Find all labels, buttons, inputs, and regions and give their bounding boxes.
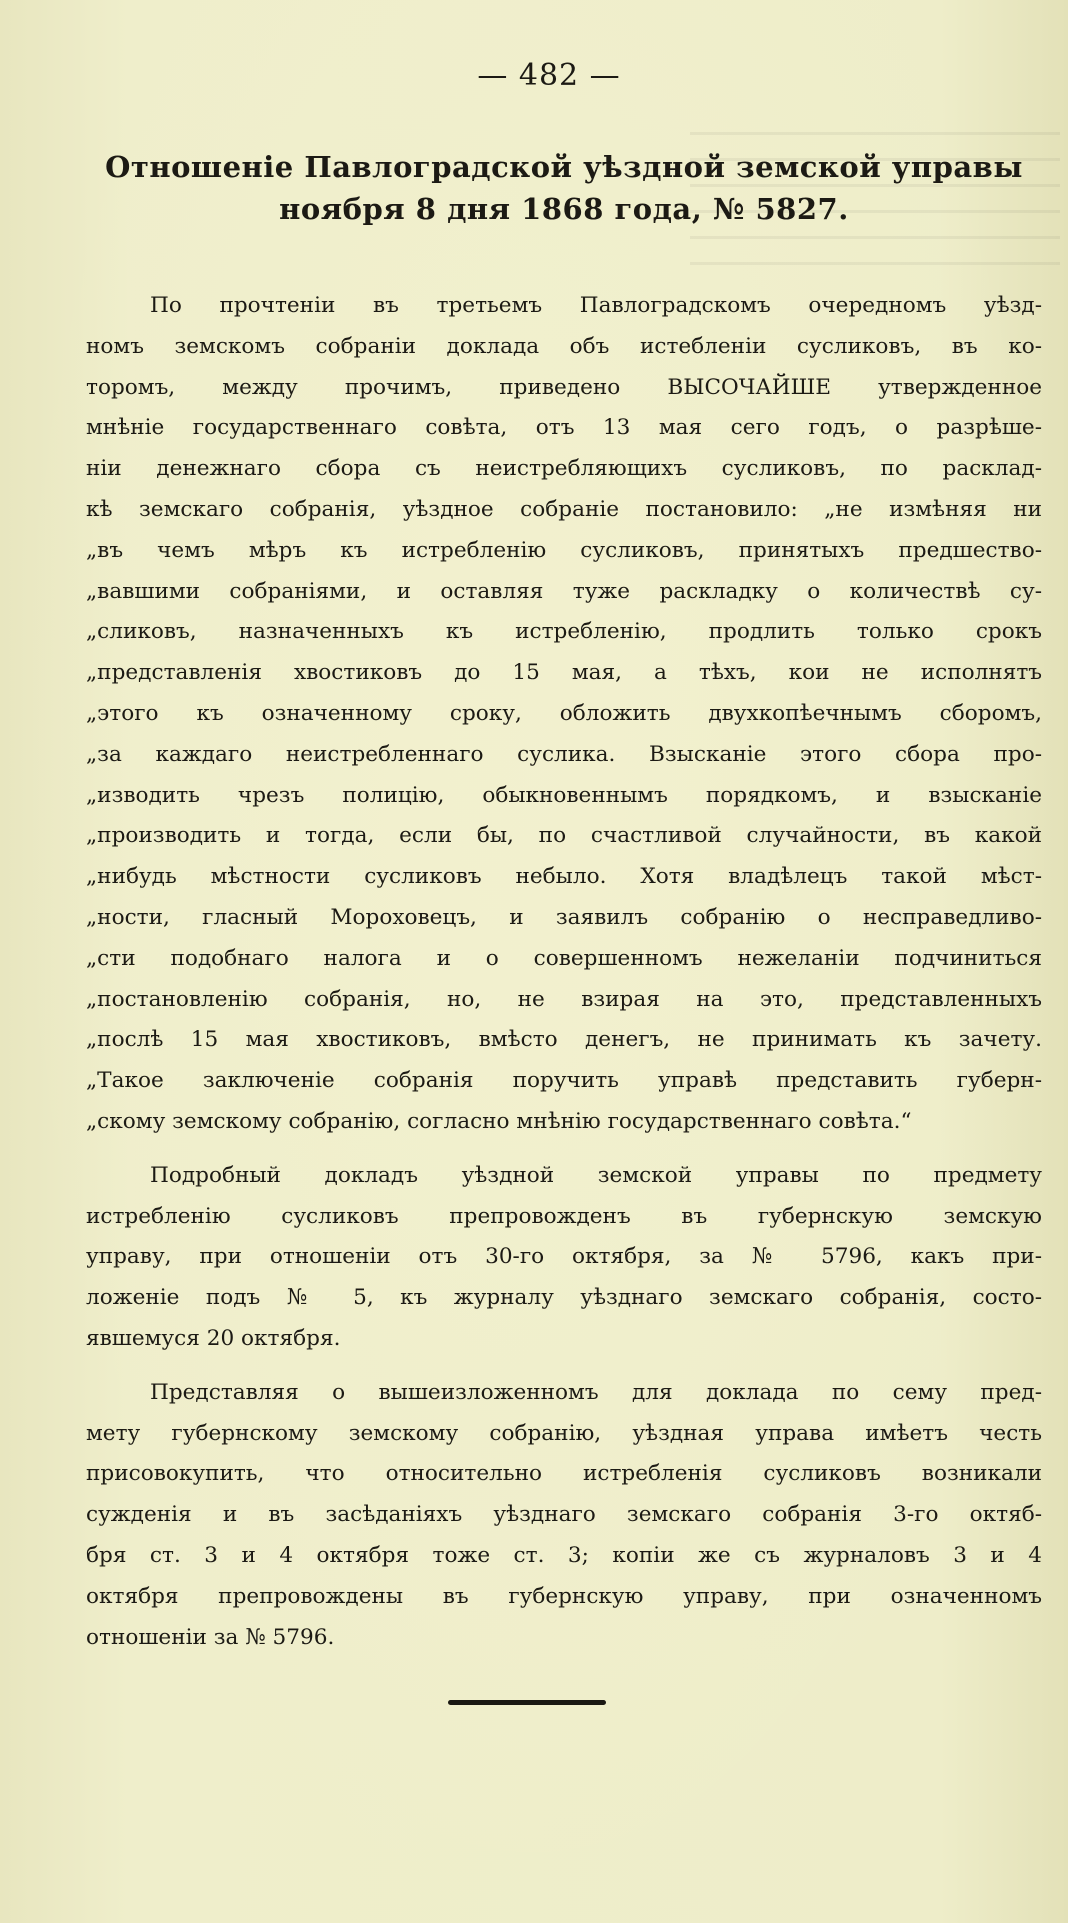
end-rule: [448, 1700, 606, 1705]
paragraph: [86, 1373, 1042, 1659]
text-line: мнѣнiе государственнаго совѣта, отъ 13 мая сего годъ, о разрѣше-: [86, 415, 1042, 441]
text-line: „ности, гласный Мороховецъ, и заявилъ собранiю о несправедливо-: [86, 904, 1042, 930]
paragraph: [86, 286, 1042, 1143]
text-line: „за каждаго неистребленнаго суслика. Взысканiе этого сбора про-: [86, 741, 1042, 767]
paragraph: [86, 1156, 1042, 1360]
title-line-2: ноября 8 дня 1868 года, № 5827.: [279, 192, 849, 226]
text-line: „сликовъ, назначенныхъ къ истребленiю, продлить только срокъ: [86, 619, 1042, 645]
text-line: „скому земскому собранiю, согласно мнѣнiю государственнаго совѣта.“: [86, 1108, 912, 1134]
body-text: [86, 286, 1042, 1658]
text-line: ложенiе подъ № 5, къ журналу уѣзднаго земскаго собранiя, состо-: [86, 1285, 1042, 1311]
text-line: отношенiи за № 5796.: [86, 1624, 335, 1650]
text-line: мету губернскому земскому собранiю, уѣздная управа имѣетъ честь: [86, 1420, 1042, 1446]
text-line: „послѣ 15 мая хвостиковъ, вмѣсто денегъ, не принимать къ зачету.: [86, 1027, 1042, 1053]
text-line: „производить и тогда, если бы, по счастливой случайности, въ какой: [86, 823, 1042, 849]
text-line: По прочтенiи въ третьемъ Павлоградскомъ очередномъ уѣзд-: [150, 293, 1042, 318]
text-line: Подробный докладъ уѣздной земской управы по предмету: [150, 1162, 1042, 1188]
document-title: [86, 146, 1042, 230]
text-line: „Такое заключенiе собранiя поручить управѣ представить губерн-: [86, 1068, 1042, 1094]
text-line: „нибудь мѣстности сусликовъ небыло. Хотя владѣлецъ такой мѣст-: [86, 864, 1042, 890]
text-line: октября препровождены въ губернскую управу, при означенномъ: [86, 1583, 1042, 1609]
text-line: „сти подобнаго налога и о совершенномъ нежеланiи подчиниться: [86, 945, 1042, 971]
text-line: торомъ, между прочимъ, приведено ВЫСОЧАЙШЕ утвержденное: [86, 374, 1042, 400]
text-line: „постановленiю собранiя, но, не взирая на это, представленныхъ: [86, 986, 1042, 1012]
text-line: „въ чемъ мѣръ къ истребленiю сусликовъ, принятыхъ предшество-: [86, 537, 1042, 563]
text-line: сужденiя и въ засѣданiяхъ уѣзднаго земскаго собранiя 3-го октяб-: [86, 1502, 1042, 1528]
text-line: бря ст. 3 и 4 октября тоже ст. 3; копiи же съ журналовъ 3 и 4: [86, 1542, 1042, 1568]
text-line: Представляя о вышеизложенномъ для доклада по сему пред-: [150, 1379, 1042, 1405]
text-line: „этого къ означенному сроку, обложить двухкопѣечнымъ сборомъ,: [86, 700, 1042, 726]
text-line: „представленiя хвостиковъ до 15 мая, а тѣхъ, кои не исполнятъ: [86, 660, 1042, 686]
text-line: „вавшими собранiями, и оставляя туже раскладку о количествѣ су-: [86, 578, 1042, 604]
text-line: „изводить чрезъ полицiю, обыкновеннымъ порядкомъ, и взысканiе: [86, 782, 1042, 808]
text-line: кѣ земскаго собранiя, уѣздное собранiе постановило: „не измѣняя ни: [86, 496, 1042, 522]
text-line: нiи денежнаго сбора съ неистребляющихъ сусликовъ, по расклад-: [86, 456, 1042, 482]
text-line: присовокупить, что относительно истребленiя сусликовъ возникали: [86, 1461, 1042, 1487]
text-line: управу, при отношенiи отъ 30-го октября, за № 5796, какъ при-: [86, 1244, 1042, 1270]
page-number: — 482 —: [477, 58, 621, 93]
text-line: явшемуся 20 октября.: [86, 1325, 341, 1351]
text-line: истребленiю сусликовъ препровожденъ въ губернскую земскую: [86, 1203, 1042, 1229]
text-line: номъ земскомъ собранiи доклада объ истебленiи сусликовъ, въ ко-: [86, 333, 1042, 359]
title-line-1: Отношенiе Павлоградской уѣздной земской управы: [105, 150, 1023, 184]
